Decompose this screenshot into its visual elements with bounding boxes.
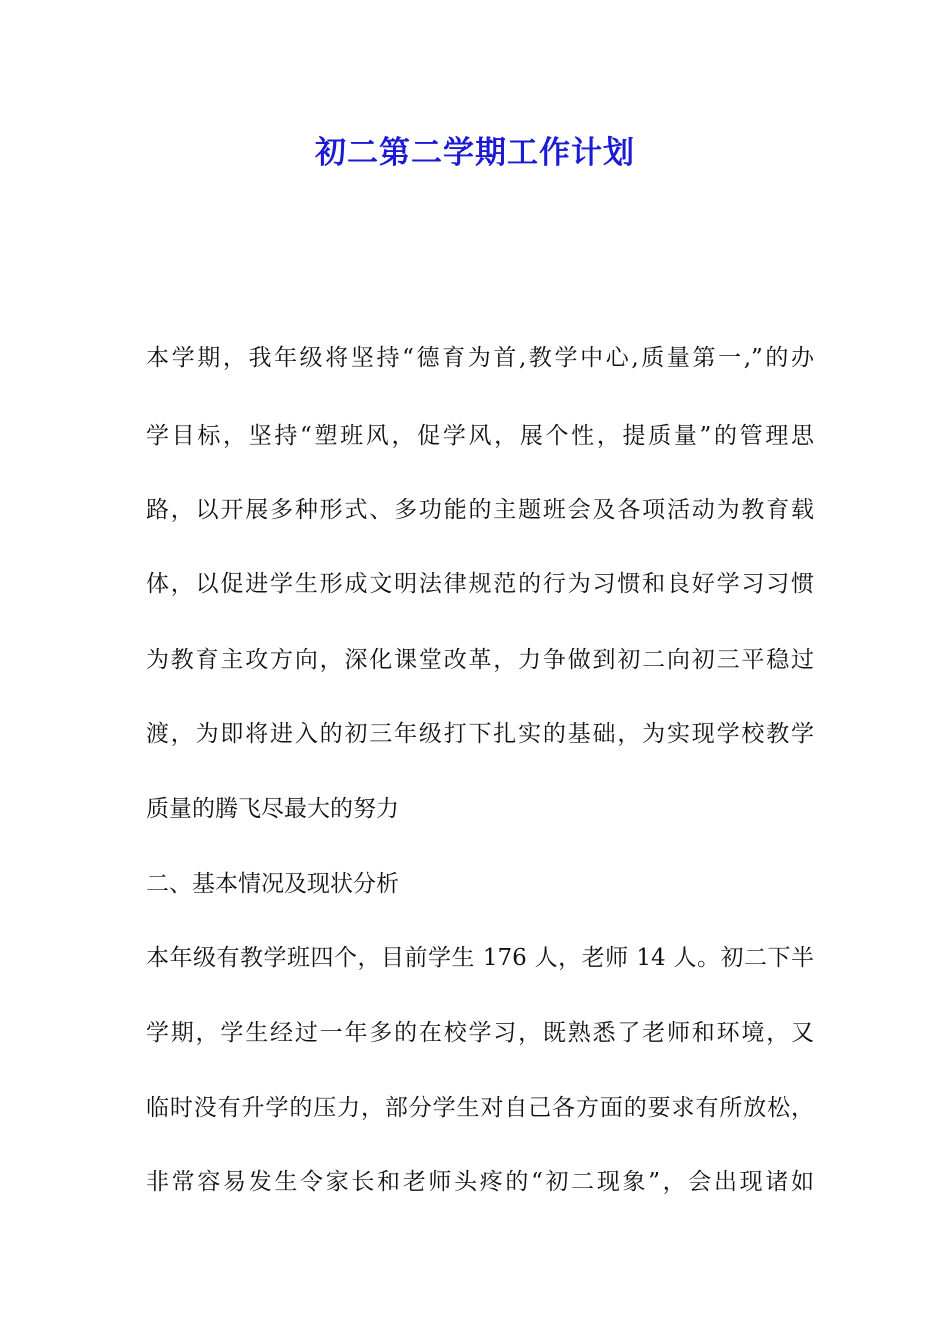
document-title: 初二第二学期工作计划 <box>315 135 635 171</box>
paragraph-line: 本学期，我年级将坚持“德育为首,教学中心,质量第一,”的办 <box>146 345 814 371</box>
paragraph-line: 路，以开展多种形式、多功能的主题班会及各项活动为教育载 <box>146 497 814 523</box>
paragraph-line: 体，以促进学生形成文明法律规范的行为习惯和良好学习习惯 <box>146 571 814 597</box>
paragraph-line: 质量的腾飞尽最大的努力 <box>146 796 399 822</box>
paragraph-line: 非常容易发生令家长和老师头疼的“初二现象”，会出现诸如 <box>146 1169 814 1195</box>
paragraph-line: 为教育主攻方向，深化课堂改革，力争做到初二向初三平稳过 <box>146 647 814 673</box>
paragraph-line: 临时没有升学的压力，部分学生对自己各方面的要求有所放松， <box>146 1095 814 1121</box>
paragraph-line: 学目标，坚持“塑班风，促学风，展个性，提质量”的管理思 <box>146 423 814 449</box>
section-heading: 二、基本情况及现状分析 <box>146 871 399 897</box>
paragraph-line: 本年级有教学班四个，目前学生 176 人，老师 14 人。初二下半 <box>146 945 814 971</box>
paragraph-line: 学期，学生经过一年多的在校学习，既熟悉了老师和环境，又 <box>146 1020 814 1046</box>
paragraph-line: 渡，为即将进入的初三年级打下扎实的基础，为实现学校教学 <box>146 721 814 747</box>
